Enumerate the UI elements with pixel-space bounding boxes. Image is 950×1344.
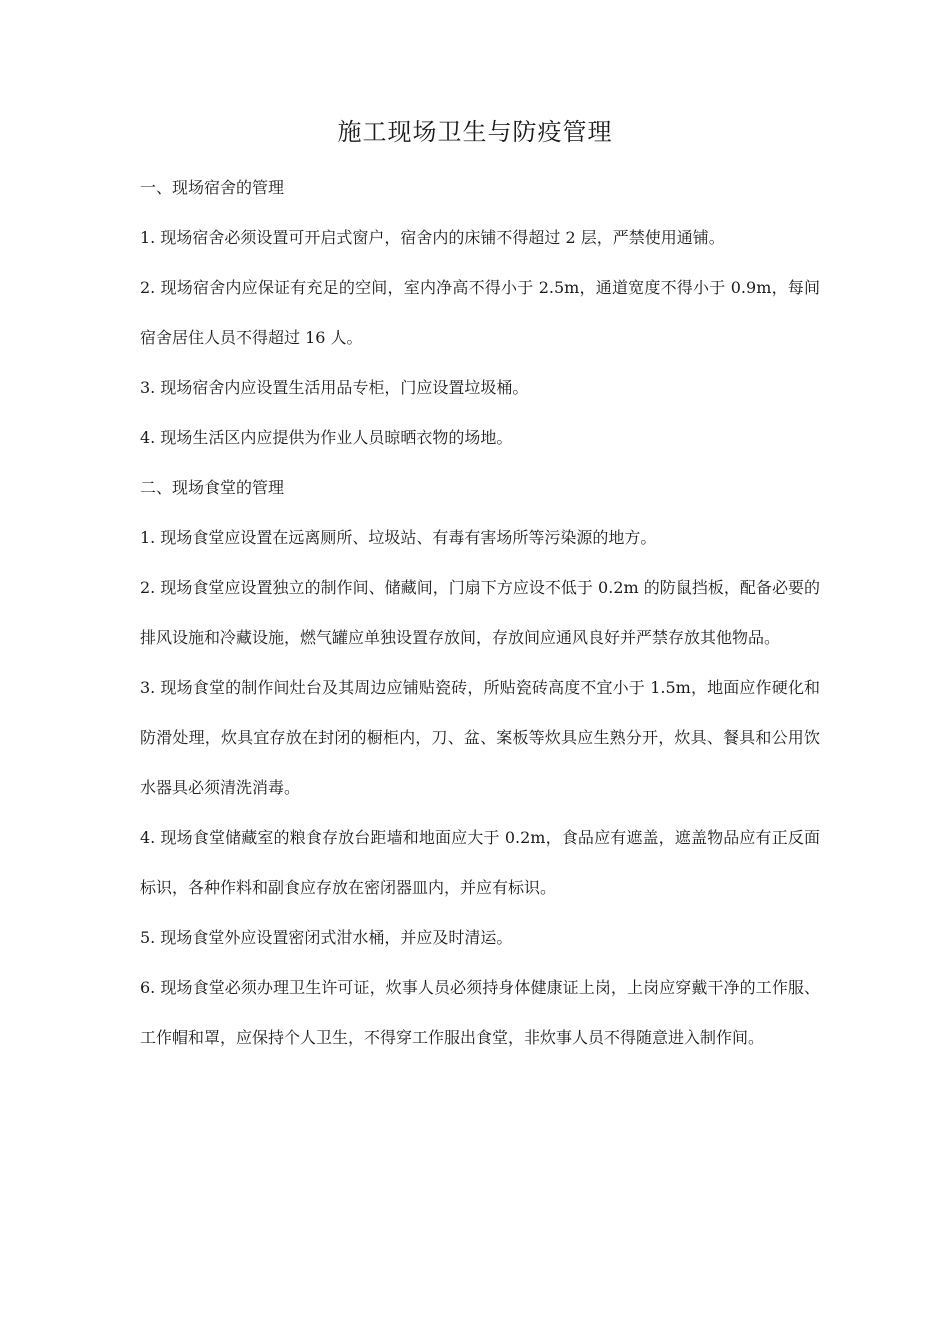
canteen-item-1: 1. 现场食堂应设置在远离厕所、垃圾站、有毒有害场所等污染源的地方。 [140, 528, 657, 547]
canteen-item-3: 3. 现场食堂的制作间灶台及其周边应铺贴瓷砖，所贴瓷砖高度不宜小于 1.5m，地面应作硬化和防滑处理，炊具宜存放在封闭的橱柜内，刀、盆、案板等炊具应生熟分开，炊具、餐具和公用饮水器具必须清洗消毒。 [140, 678, 820, 797]
dormitory-item-4: 4. 现场生活区内应提供为作业人员晾晒衣物的场地。 [140, 428, 513, 447]
section-heading-canteen: 二、现场食堂的管理 [140, 478, 285, 497]
dormitory-item-2: 2. 现场宿舍内应保证有充足的空间，室内净高不得小于 2.5m，通道宽度不得小于 0.9m，每间宿舍居住人员不得超过 16 人。 [140, 278, 820, 347]
canteen-item-4: 4. 现场食堂储藏室的粮食存放台距墙和地面应大于 0.2m，食品应有遮盖，遮盖物品应有正反面标识，各种作料和副食应存放在密闭器皿内，并应有标识。 [140, 828, 820, 897]
dormitory-item-1: 1. 现场宿舍必须设置可开启式窗户，宿舍内的床铺不得超过 2 层，严禁使用通铺。 [140, 228, 725, 247]
canteen-item-2: 2. 现场食堂应设置独立的制作间、储藏间，门扇下方应设不低于 0.2m 的防鼠挡板，配备必要的排风设施和冷藏设施，燃气罐应单独设置存放间，存放间应通风良好并严禁存放其他物品。 [140, 578, 820, 647]
document-title: 施工现场卫生与防疫管理 [337, 118, 613, 146]
dormitory-item-3: 3. 现场宿舍内应设置生活用品专柜，门应设置垃圾桶。 [140, 378, 529, 397]
canteen-item-6: 6. 现场食堂必须办理卫生许可证，炊事人员必须持身体健康证上岗，上岗应穿戴干净的工作服、工作帽和罩，应保持个人卫生，不得穿工作服出食堂，非炊事人员不得随意进入制作间。 [140, 978, 820, 1047]
document-body [140, 163, 820, 1063]
canteen-item-5: 5. 现场食堂外应设置密闭式泔水桶，并应及时清运。 [140, 928, 513, 947]
section-heading-dormitory: 一、现场宿舍的管理 [140, 178, 285, 197]
